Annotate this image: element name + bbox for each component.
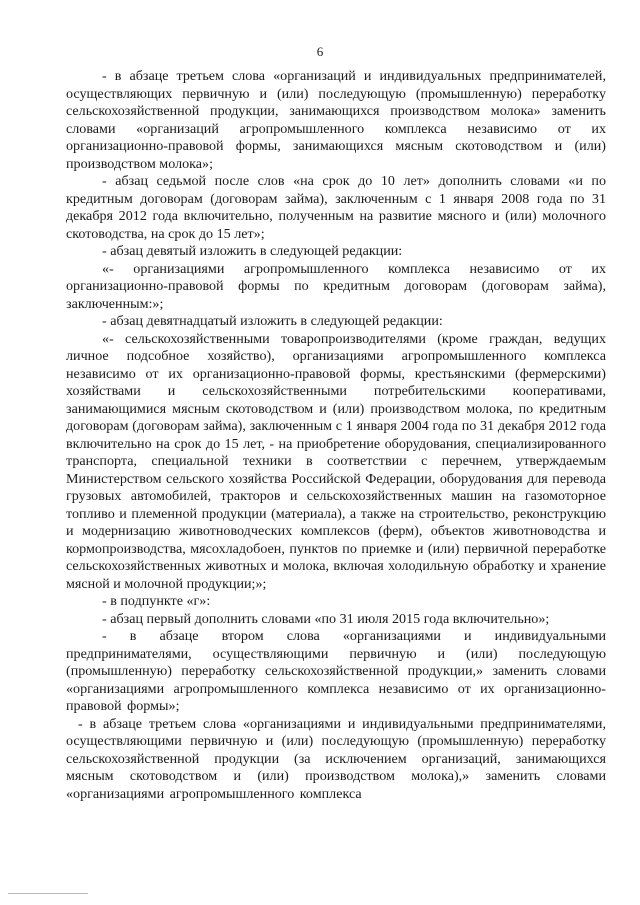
document-body xyxy=(66,68,606,803)
paragraph-abzac-tretiy-g: - в абзаце третьем слова «организациями и индивидуальными предпринимателями, осуществляющими первичную и (или) последующую (промышленную) переработку сельскохозяйственной продукции (за исключением организаций, занимающихся мясным скотоводством и (или) производством молока),» заменить словами «организациями агропромышленного комплекса xyxy=(66,715,606,802)
paragraph-abzac-sedmoy: - абзац седьмой после слов «на срок до 10 лет» дополнить словами «и по кредитным договорам (договорам займа), заключенным с 1 января 2008 года по 31 декабря 2012 года включительно, полученным на развитие мясного и (или) молочного скотоводства, на срок до 15 лет»; xyxy=(66,173,606,242)
paragraph-abzac-devyatyy-intro: - абзац девятый изложить в следующей редакции: xyxy=(102,243,403,259)
paragraph-abzac-pervyy: - абзац первый дополнить словами «по 31 июля 2015 года включительно»; xyxy=(102,610,550,627)
paragraph-abzac-devyatyy-text: «- организациями агропромышленного комплекса независимо от их организационно-правовой формы по кредитным договорам (договорам займа), заключенным:»; xyxy=(66,260,606,312)
page-number: 6 xyxy=(316,44,324,59)
paragraph-abzac-tretiy: - в абзаце третьем слова «организаций и индивидуальных предпринимателей, осуществляющих первичную и (или) последующую (промышленную) переработку сельскохозяйственной продукции, занимающихся производством молока» заменить словами «организаций агропромышленного комплекса независимо от их организационно-правовой формы, занимающихся мясным скотоводством и (или) производством молока»; xyxy=(66,68,606,172)
paragraph-abzac-devyatnadtsatyy-text: «- сельскохозяйственными товаропроизводителями (кроме граждан, ведущих личное подсобное хозяйство), организациями агропромышленного комплекса независимо от их организационно-правовой формы, крестьянскими (фермерскими) хозяйствами и сельскохозяйственными потребительскими кооперативами, занимающимися мясным скотоводством и (или) производством молока, по кредитным договорам (договорам займа), заключенным с 1 января 2004 года по 31 декабря 2012 года включительно на срок до 15 лет, - на приобретение оборудования, специализированного транспорта, специальной техники в соответствии с перечнем, утверждаемым Министерством сельского хозяйства Российской Федерации, оборудования для перевода грузовых автомобилей, тракторов и сельскохозяйственных машин на газомоторное топливо и племенной продукции (материала), а также на строительство, реконструкцию и модернизацию животноводческих комплексов (ферм), объектов животноводства и кормопроизводства, мясохладобоен, пунктов по приемке и (или) первичной переработке сельскохозяйственных животных и молока, включая холодильную обработку и хранение мясной и молочной продукции;»; xyxy=(66,330,606,592)
paragraph-podpunkt-g: - в подпункте «г»: xyxy=(102,593,211,609)
paragraph-abzac-devyatnadtsatyy-intro: - абзац девятнадцатый изложить в следующей редакции: xyxy=(102,313,443,329)
paragraph-abzac-vtoroy: - в абзаце втором слова «организациями и индивидуальными предпринимателями, осуществляющими первичную и (или) последующую (промышленную) переработку сельскохозяйственной продукции,» заменить словами «организациями агропромышленного комплекса независимо от их организационно-правовой формы»; xyxy=(66,628,606,714)
scan-edge-line xyxy=(8,893,88,894)
